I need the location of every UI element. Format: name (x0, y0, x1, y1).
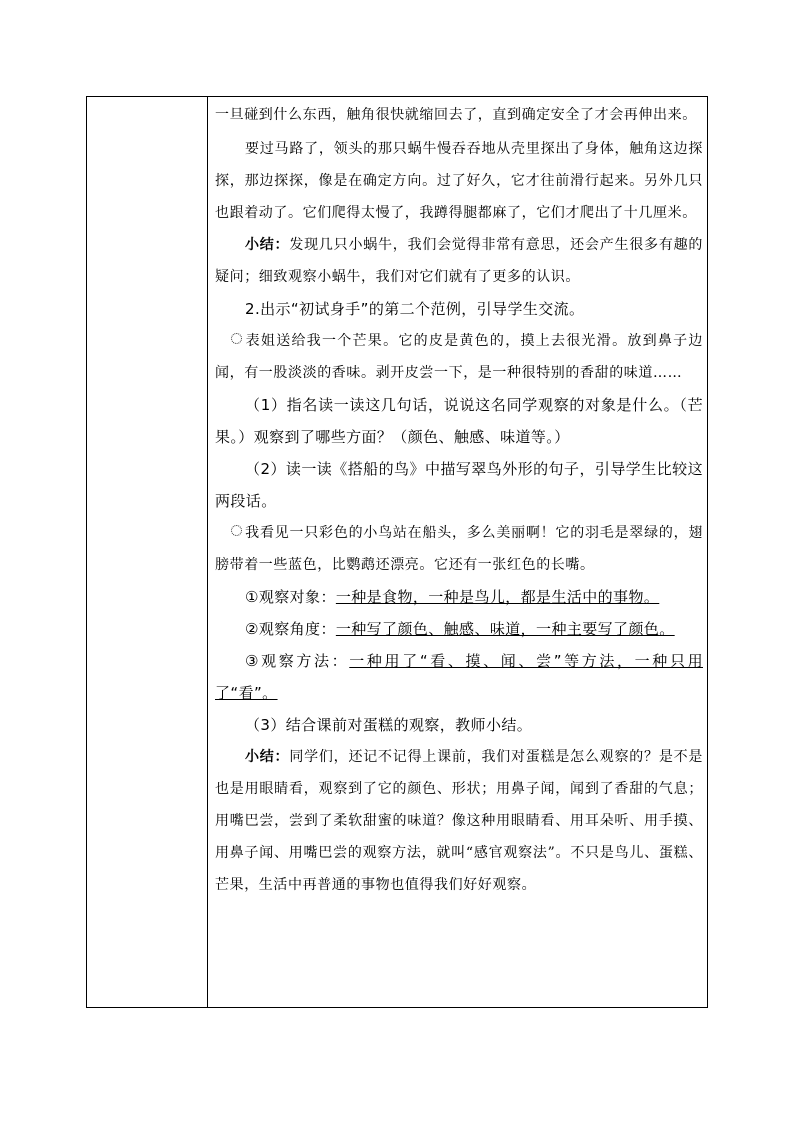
example-bird (215, 517, 703, 581)
question-2: （2）读一读《搭船的鸟》中描写翠鸟外形的句子，引导学生比较这两段话。 (215, 460, 703, 510)
paragraph-continued: 一旦碰到什么东西，触角很快就缩回去了，直到确定安全了才会再伸出来。 (215, 107, 697, 123)
comparison-label: ③观察方法： (245, 652, 350, 670)
paragraph-snail-crossing: 要过马路了，领头的那只蜗牛慢吞吞地从壳里探出了身体，触角这边探探，那边探探，像是在确定方向。过了好久，它才往前滑行起来。另外几只也跟着动了。它们爬得太慢了，我蹲得腿都麻了，它们才爬出了十几厘米。 (215, 141, 703, 221)
comparison-angle (215, 613, 703, 645)
question-3: （3）结合课前对蛋糕的观察，教师小结。 (245, 716, 533, 734)
summary-label: 小结： (245, 749, 290, 765)
lesson-table (86, 96, 708, 1008)
summary-text: 同学们，还记不记得上课前，我们对蛋糕是怎么观察的？是不是也是用眼睛看，观察到了它的颜色、形状；用鼻子闻，闻到了香甜的气息；用嘴巴尝，尝到了柔软甜蜜的味道？像这种用眼睛看、用耳朵听、用手摸、用鼻子闻、用嘴巴尝的观察方法，就叫“感官观察法”。不只是鸟儿、蛋糕、芒果，生活中再普通的事物也值得我们好好观察。 (215, 749, 703, 893)
summary-label: 小结： (245, 237, 290, 253)
lesson-content-cell (215, 99, 703, 901)
summary-cake (215, 741, 703, 901)
question-1: （1）指名读一读这几句话，说说这名同学观察的对象是什么。（芒果。）观察到了哪些方面？（颜色、触感、味道等。） (215, 396, 703, 446)
summary-snail (215, 229, 703, 293)
comparison-object (215, 581, 703, 613)
summary-text: 发现几只小蜗牛，我们会觉得非常有意思，还会产生很多有趣的疑问；细致观察小蜗牛，我们对它们就有了更多的认识。 (215, 237, 703, 285)
comparison-text: 一种写了颜色、触感、味道，一种主要写了颜色。 (335, 620, 675, 638)
example-mango-text: 表姐送给我一个芒果。它的皮是黄色的，摸上去很光滑。放到鼻子边闻，有一股淡淡的香味。剥开皮尝一下，是一种很特别的香甜的味道…… (215, 333, 703, 381)
comparison-text: 一种是食物，一种是鸟儿，都是生活中的事物。 (335, 588, 660, 606)
comparison-text: 一种用了“看、摸、闻、尝”等方法，一种只用了“看”。 (215, 652, 703, 702)
comparison-method (215, 645, 703, 709)
example-mango (215, 325, 703, 389)
step-2: 2.出示“初试身手”的第二个范例，引导学生交流。 (245, 300, 585, 318)
example-bird-text: 我看见一只彩色的小鸟站在船头，多么美丽啊！它的羽毛是翠绿的，翅膀带着一些蓝色，比鹦鹉还漂亮。它还有一张红色的长嘴。 (215, 525, 703, 573)
comparison-label: ①观察对象： (245, 588, 336, 606)
comparison-label: ②观察角度： (245, 620, 336, 638)
column-divider (207, 97, 208, 1007)
